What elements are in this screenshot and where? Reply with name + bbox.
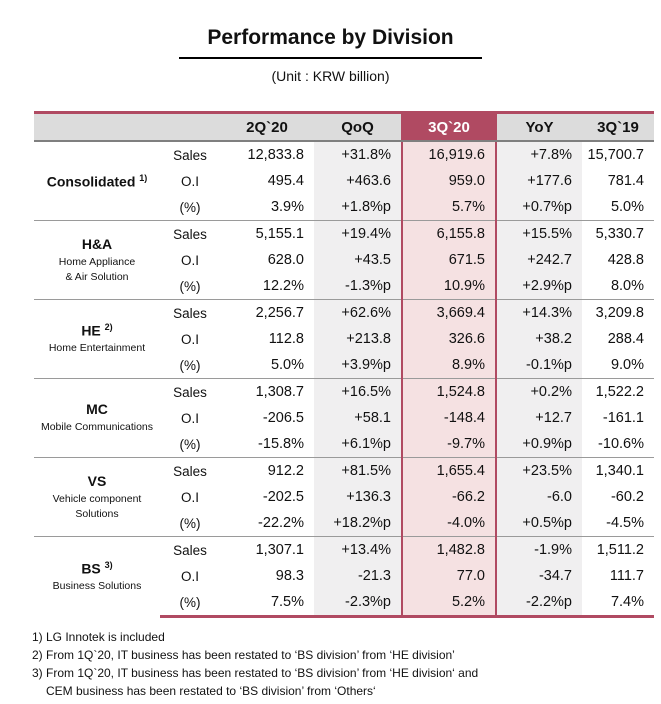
value-cell: 781.4	[607, 173, 644, 189]
metric-label: O.I	[180, 568, 199, 584]
value-cell: -2.3%p	[314, 589, 402, 617]
value-cell: 288.4	[607, 331, 644, 347]
division-subtitle: Business Solutions	[52, 580, 142, 593]
value-cell: 1,307.1	[220, 537, 314, 564]
value-cell: +58.1	[314, 405, 402, 431]
performance-table	[34, 111, 654, 618]
value-cell: 326.6	[402, 326, 496, 352]
footnote-line-4: CEM business has been restated to ‘BS division’ from ‘Others‘	[46, 684, 376, 698]
value-cell: -21.3	[314, 563, 402, 589]
metric-label: (%)	[179, 278, 201, 294]
value-cell: 1,340.1	[582, 458, 654, 485]
value-cell: 912.2	[220, 458, 314, 485]
unit-label: (Unit : KRW billion)	[271, 68, 390, 84]
value-cell: +177.6	[496, 168, 582, 194]
value-cell: 16,919.6	[402, 141, 496, 168]
value-cell: -4.5%	[606, 515, 644, 531]
division-name: HE $^{2)}$	[81, 321, 113, 339]
metric-label: O.I	[180, 410, 199, 426]
division-subtitle: Home Entertainment	[48, 342, 146, 355]
footnote-line-2: 2) From 1Q`20, IT business has been restated to ‘BS division’ from ‘HE division’	[32, 648, 455, 662]
value-cell: +14.3%	[496, 300, 582, 327]
value-cell: 111.7	[609, 568, 644, 584]
row-vs-sales	[34, 458, 654, 485]
value-cell: 1,308.7	[220, 379, 314, 406]
value-cell: 15,700.7	[587, 147, 644, 163]
metric-label: Sales	[160, 379, 220, 406]
value-cell: 1,482.8	[402, 537, 496, 564]
value-cell: 9.0%	[610, 357, 644, 373]
value-cell: -206.5	[262, 410, 304, 426]
value-cell: +242.7	[496, 247, 582, 273]
value-cell: 5.0%	[610, 199, 644, 215]
column-header-blank-1	[160, 113, 220, 142]
value-cell: -1.3%p	[314, 273, 402, 300]
value-cell: 428.8	[607, 252, 644, 268]
value-cell: 12,833.8	[247, 147, 304, 163]
value-cell: 1,524.8	[402, 379, 496, 406]
division-cell-consolidated	[34, 141, 160, 221]
value-cell: 10.9%	[402, 273, 496, 300]
value-cell: -66.2	[402, 484, 496, 510]
value-cell: -34.7	[496, 563, 582, 589]
value-cell: 959.0	[402, 168, 496, 194]
value-cell: 12.2%	[262, 278, 304, 294]
division-footnote-ref: 1)	[139, 172, 148, 183]
value-cell: +0.5%p	[496, 510, 582, 537]
division-subtitle: Vehicle component Solutions	[52, 492, 142, 520]
value-cell: 5,330.7	[582, 221, 654, 248]
division-name: Consolidated $^{1)}$	[46, 172, 148, 190]
value-cell: -10.6%	[598, 436, 644, 452]
footnote-line-1: 1) LG Innotek is included	[32, 630, 165, 644]
value-cell: 1,522.2	[582, 379, 654, 406]
metric-label: (%)	[179, 515, 201, 531]
value-cell: 5.0%	[270, 357, 304, 373]
value-cell: 8.0%	[610, 278, 644, 294]
division-cell-bs	[34, 537, 160, 617]
division-subtitle: Mobile Communications	[40, 421, 154, 434]
column-header-2q20: 2Q`20	[220, 113, 314, 142]
value-cell: 7.4%	[582, 589, 654, 617]
value-cell: +213.8	[314, 326, 402, 352]
value-cell: +15.5%	[496, 221, 582, 248]
metric-label: (%)	[160, 589, 220, 617]
value-cell: +16.5%	[314, 379, 402, 406]
value-cell: -0.1%p	[496, 352, 582, 379]
metric-label: Sales	[160, 537, 220, 564]
division-subtitle: Home Appliance & Air Solution	[58, 255, 136, 283]
column-header-yoy: YoY	[496, 113, 582, 142]
value-cell: +13.4%	[314, 537, 402, 564]
column-header-3q20: 3Q`20	[402, 113, 496, 142]
column-header-blank-0	[34, 113, 160, 142]
header-row	[34, 113, 654, 142]
row-mc-sales	[34, 379, 654, 406]
value-cell: +0.7%p	[496, 194, 582, 221]
value-cell: +62.6%	[314, 300, 402, 327]
value-cell: +31.8%	[314, 141, 402, 168]
value-cell: -4.0%	[402, 510, 496, 537]
division-cell-vs	[34, 458, 160, 537]
value-cell: 1,655.4	[402, 458, 496, 485]
division-name: BS $^{3)}$	[81, 559, 113, 577]
metric-label: Sales	[160, 221, 220, 248]
value-cell: +136.3	[314, 484, 402, 510]
metric-label: Sales	[160, 458, 220, 485]
metric-label: Sales	[173, 147, 207, 163]
value-cell: 5.7%	[402, 194, 496, 221]
value-cell: 2,256.7	[220, 300, 314, 327]
value-cell: +7.8%	[496, 141, 582, 168]
column-header-3q19: 3Q`19	[582, 113, 654, 142]
value-cell: 3.9%	[270, 199, 304, 215]
value-cell: -1.9%	[496, 537, 582, 564]
value-cell: -202.5	[262, 489, 304, 505]
value-cell: 5,155.1	[220, 221, 314, 248]
value-cell: +81.5%	[314, 458, 402, 485]
value-cell: +18.2%p	[314, 510, 402, 537]
row-ha-sales	[34, 221, 654, 248]
value-cell: +0.2%	[496, 379, 582, 406]
value-cell: 1,511.2	[582, 537, 654, 564]
table-header	[34, 113, 654, 142]
page-title: Performance by Division	[179, 26, 481, 59]
division-name: H&A	[81, 235, 113, 252]
value-cell: 3,209.8	[582, 300, 654, 327]
division-name: VS	[87, 472, 107, 489]
column-header-qoq: QoQ	[314, 113, 402, 142]
value-cell: 77.0	[402, 563, 496, 589]
value-cell: 112.8	[268, 331, 304, 347]
division-cell-he	[34, 300, 160, 379]
value-cell: +38.2	[496, 326, 582, 352]
value-cell: 671.5	[402, 247, 496, 273]
table-body	[34, 141, 654, 617]
division-footnote-ref: 3)	[104, 559, 113, 570]
value-cell: -2.2%p	[496, 589, 582, 617]
division-cell-ha	[34, 221, 160, 300]
metric-label: O.I	[180, 173, 199, 189]
metric-label: O.I	[180, 331, 199, 347]
value-cell: +0.9%p	[496, 431, 582, 458]
metric-label: (%)	[179, 357, 201, 373]
value-cell: +43.5	[314, 247, 402, 273]
row-consolidated-sales	[34, 141, 654, 168]
value-cell: +463.6	[314, 168, 402, 194]
title-wrap	[0, 26, 661, 59]
value-cell: 8.9%	[402, 352, 496, 379]
row-bs-sales	[34, 537, 654, 564]
value-cell: +2.9%p	[496, 273, 582, 300]
value-cell: -148.4	[402, 405, 496, 431]
metric-label: (%)	[179, 199, 201, 215]
value-cell: 6,155.8	[402, 221, 496, 248]
value-cell: -15.8%	[258, 436, 304, 452]
value-cell: +19.4%	[314, 221, 402, 248]
division-name: MC	[86, 401, 108, 418]
value-cell: +6.1%p	[314, 431, 402, 458]
value-cell: +23.5%	[496, 458, 582, 485]
value-cell: -60.2	[610, 489, 644, 505]
value-cell: -22.2%	[258, 515, 304, 531]
division-cell-mc	[34, 379, 160, 458]
value-cell: +12.7	[496, 405, 582, 431]
metric-label: Sales	[160, 300, 220, 327]
value-cell: -9.7%	[402, 431, 496, 458]
footnote-line-3: 3) From 1Q`20, IT business has been restated to ‘BS division’ from ‘HE division‘ and	[32, 666, 479, 680]
division-footnote-ref: 2)	[104, 321, 113, 332]
value-cell: +1.8%p	[314, 194, 402, 221]
value-cell: -161.1	[602, 410, 644, 426]
value-cell: 98.3	[275, 568, 304, 584]
value-cell: 7.5%	[220, 589, 314, 617]
value-cell: 5.2%	[402, 589, 496, 617]
footnotes	[32, 628, 661, 700]
metric-label: O.I	[180, 489, 199, 505]
value-cell: 495.4	[267, 173, 304, 189]
metric-label: (%)	[179, 436, 201, 452]
value-cell: +3.9%p	[314, 352, 402, 379]
value-cell: -6.0	[496, 484, 582, 510]
row-he-sales	[34, 300, 654, 327]
metric-label: O.I	[180, 252, 199, 268]
value-cell: 3,669.4	[402, 300, 496, 327]
value-cell: 628.0	[267, 252, 304, 268]
